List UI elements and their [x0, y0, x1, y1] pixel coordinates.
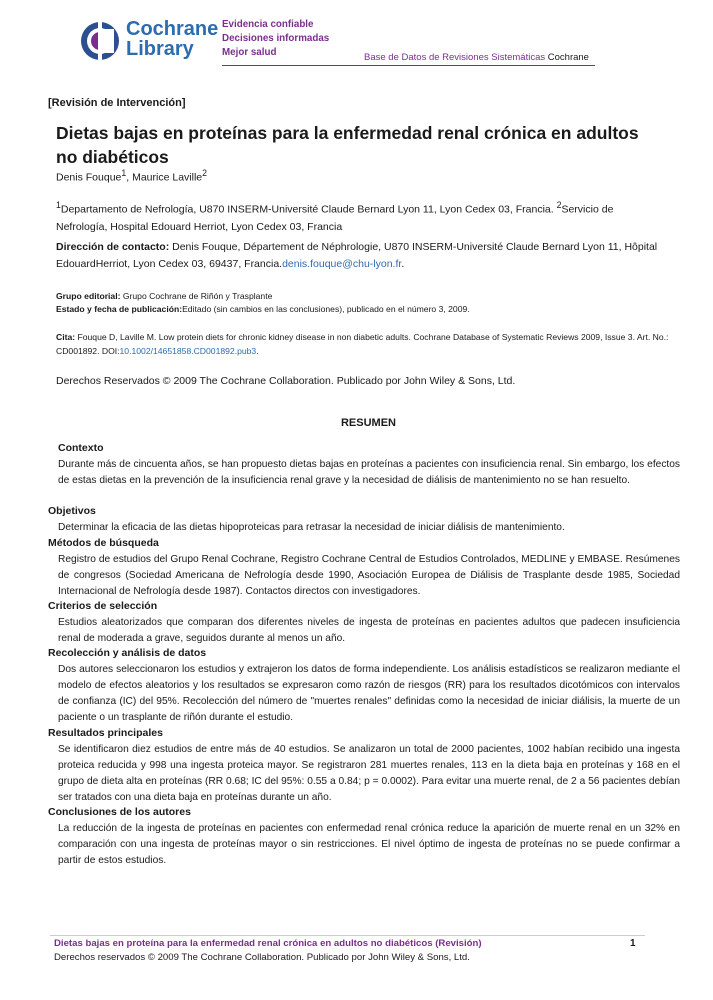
- page-number: 1: [630, 938, 636, 949]
- section-body-contexto: Durante más de cincuenta años, se han propuesto dietas bajas en proteínas a pacientes con insuficiencia renal. Sin embargo, los efectos de estas dietas en la prevención de la insuficiencia renal grave y la necesidad de diálisis de mantenimiento no se han resuelto.: [58, 459, 680, 486]
- section-body-resultados: Se identificaron diez estudios de entre más de 40 estudios. Se analizaron un total de 2000 pacientes, 1002 habían recibido una ingesta proteica reducida y 998 una ingesta proteica mayor. Se registraron 281 muertes renales, 113 en la dieta baja en proteínas y 168 en el grupo de dieta alta en proteínas (RR 0.68; IC del 95%: 0.55 a 0.84; p = 0.0002). Para evitar una muerte renal, de 2 a 56 pacientes debían ser tratados con una dieta baja en proteínas durante un año.: [58, 744, 680, 803]
- section-heading-contexto: Contexto: [58, 442, 104, 454]
- section-heading-criterios: Criterios de selección: [48, 600, 158, 612]
- header-divider: [222, 65, 595, 66]
- section-body-conclusiones: La reducción de la ingesta de proteínas en pacientes con enfermedad renal crónica reduce la aparición de muerte renal en un 32% en comparación con una ingesta de proteínas mayor o sin restricciones. El nivel óptimo de ingesta de proteínas no se puede confirmar a partir de estos estudios.: [58, 823, 680, 866]
- section-body-objetivos: Determinar la eficacia de las dietas hipoproteicas para retrasar la necesidad de iniciar diálisis de mantenimiento.: [58, 522, 565, 533]
- authors: Denis Fouque$^1$, Maurice Laville$^2$: [56, 168, 207, 184]
- footer-divider: [50, 935, 645, 936]
- editorial-group: Grupo editorial: Grupo Cochrane de Riñón y Trasplante: [56, 291, 273, 301]
- cochrane-logo-icon: [80, 21, 120, 61]
- section-heading-objetivos: Objetivos: [48, 505, 96, 517]
- section-body-metodos: Registro de estudios del Grupo Renal Cochrane, Registro Cochrane Central de Estudios Controlados, MEDLINE y EMBASE. Resúmenes de congresos (Sociedad Americana de Nefrología desde 1990, Asociación Europea de Diálisis de Trasplante desde 1985, Sociedad Internacional de Nefrología desde 1987). Contactos directos con investigadores.: [58, 554, 680, 597]
- contact-email-link[interactable]: denis.fouque@chu-lyon.fr: [282, 258, 402, 270]
- footer-title: Dietas bajas en proteína para la enfermedad renal crónica en adultos no diabéticos (Revisión): [54, 938, 482, 949]
- contact-address: Dirección de contacto: Denis Fouque, Département de Néphrologie, U870 INSERM-Université Claude Bernard Lyon 11, Hôpital EdouardHerriot, Lyon Cedex 03, 69437, Francia.denis.fouque@chu-lyon.fr.: [56, 241, 658, 270]
- section-body-criterios: Estudios aleatorizados que comparan dos diferentes niveles de ingesta de proteínas en pacientes adultos que padecen insuficiencia renal de moderada a grave, seguidos durante al menos un año.: [58, 617, 680, 644]
- tagline-3: Mejor salud: [222, 47, 277, 58]
- section-heading-resultados: Resultados principales: [48, 727, 163, 739]
- section-heading-metodos: Métodos de búsqueda: [48, 537, 159, 549]
- document-title: Dietas bajas en proteínas para la enfermedad renal crónica en adultos no diabéticos: [56, 123, 639, 167]
- logo-line2: Library: [126, 38, 194, 60]
- section-heading-conclusiones: Conclusiones de los autores: [48, 806, 191, 818]
- cochrane-library-logo: [80, 19, 220, 65]
- footer-copyright: Derechos reservados © 2009 The Cochrane Collaboration. Publicado por John Wiley & Sons, Ltd.: [54, 952, 470, 963]
- doi-link[interactable]: 10.1002/14651858.CD001892.pub3: [119, 346, 257, 356]
- review-type: [Revisión de Intervención]: [48, 97, 186, 109]
- affiliations: $^1$Departamento de Nefrología, U870 INSERM-Université Claude Bernard Lyon 11, Lyon Cedex 03, Francia. $^2$Servicio de Nefrología, Hospital Edouard Herriot, Lyon Cedex 03, Francia: [56, 200, 614, 233]
- citation: Cita: Fouque D, Laville M. Low protein diets for chronic kidney disease in non diabetic adults. Cochrane Database of Systematic Reviews 2009, Issue 3. Art. No.: CD001892. DOI:10.1002/14651858.CD001892.pub3.: [56, 332, 669, 356]
- abstract-heading: RESUMEN: [340, 417, 396, 429]
- publication-status: Estado y fecha de publicación:Editado (sin cambios en las conclusiones), publicado en el número 3, 2009.: [56, 304, 470, 314]
- tagline: [222, 18, 329, 60]
- database-name: Base de Datos de Revisiones Sistemáticas Cochrane: [364, 52, 589, 63]
- section-heading-recoleccion: Recolección y análisis de datos: [48, 647, 207, 659]
- logo-line1: Cochrane: [126, 18, 219, 40]
- section-body-recoleccion: Dos autores seleccionaron los estudios y extrajeron los datos de forma independiente. Los análisis estadísticos se realizaron mediante el modelo de efectos aleatorios y los resultados se expresaron como razón de riesgos (RR) para los resultados dicotómicos con intervalos de confianza (IC) del 95%. Recolección del número de "muertes renales" definidas como la necesidad de iniciar diálisis, la muerte de un paciente o un trasplante de riñón durante el estudio.: [58, 664, 680, 723]
- tagline-2: Decisiones informadas: [222, 33, 330, 44]
- copyright-notice: Derechos Reservados © 2009 The Cochrane Collaboration. Publicado por John Wiley & Sons, Ltd.: [56, 375, 516, 387]
- tagline-1: Evidencia confiable: [222, 19, 314, 30]
